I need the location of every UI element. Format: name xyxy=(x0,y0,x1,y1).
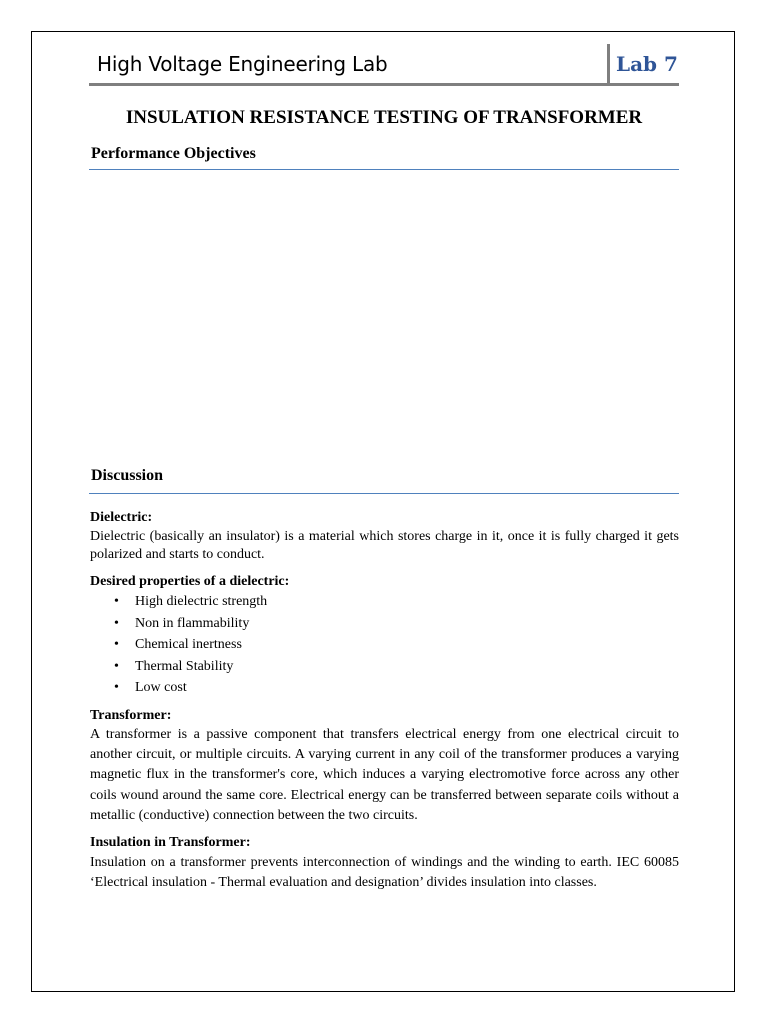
section-heading-discussion: Discussion xyxy=(89,467,679,494)
section-heading-objectives: Performance Objectives xyxy=(89,145,679,170)
insulation-paragraph: Insulation on a transformer prevents interconnection of windings and the winding to earth. IEC 60085 ‘Electrical insulation - Thermal evaluation and designation’ divides insulation into classes. xyxy=(90,854,679,891)
list-item: • Non in flammability xyxy=(114,613,679,635)
bullet-icon: • xyxy=(114,680,119,695)
transformer-heading: Transformer: xyxy=(90,707,172,723)
insulation-heading: Insulation in Transformer: xyxy=(90,835,251,851)
bullet-icon: • xyxy=(114,615,119,631)
bullet-icon: • xyxy=(114,658,119,674)
header-title: High Voltage Engineering Lab xyxy=(97,52,388,76)
bullet-icon: • xyxy=(114,594,119,609)
properties-heading: Desired properties of a dielectric: xyxy=(90,573,290,589)
dielectric-paragraph: Dielectric (basically an insulator) is a material which stores charge in it, once it is fully charged it gets polarized and starts to conduct. xyxy=(90,528,679,562)
transformer-paragraph: A transformer is a passive component that transfers electrical energy from one electrical circuit to another circuit, or multiple circuits. A varying current in any coil of the transformer produces a varying magnetic flux in the transformer's core, which induces a varying electromotive force across any other coils wound around the same core. Electrical energy can be transferred between separate coils without a metallic (conductive) connection between the two circuits. xyxy=(90,727,679,823)
document-title: INSULATION RESISTANCE TESTING OF TRANSFORMER xyxy=(125,107,643,128)
list-item: • Thermal Stability xyxy=(114,656,679,678)
lab-number: Lab 7 xyxy=(607,44,679,83)
discussion-content xyxy=(90,509,679,894)
list-item: • Low cost xyxy=(114,677,679,699)
list-item: • High dielectric strength xyxy=(114,591,679,613)
properties-list xyxy=(90,591,679,699)
dielectric-heading: Dielectric: xyxy=(90,510,153,525)
list-item: • Chemical inertness xyxy=(114,634,679,656)
page-header xyxy=(89,44,679,86)
bullet-icon: • xyxy=(114,637,119,652)
